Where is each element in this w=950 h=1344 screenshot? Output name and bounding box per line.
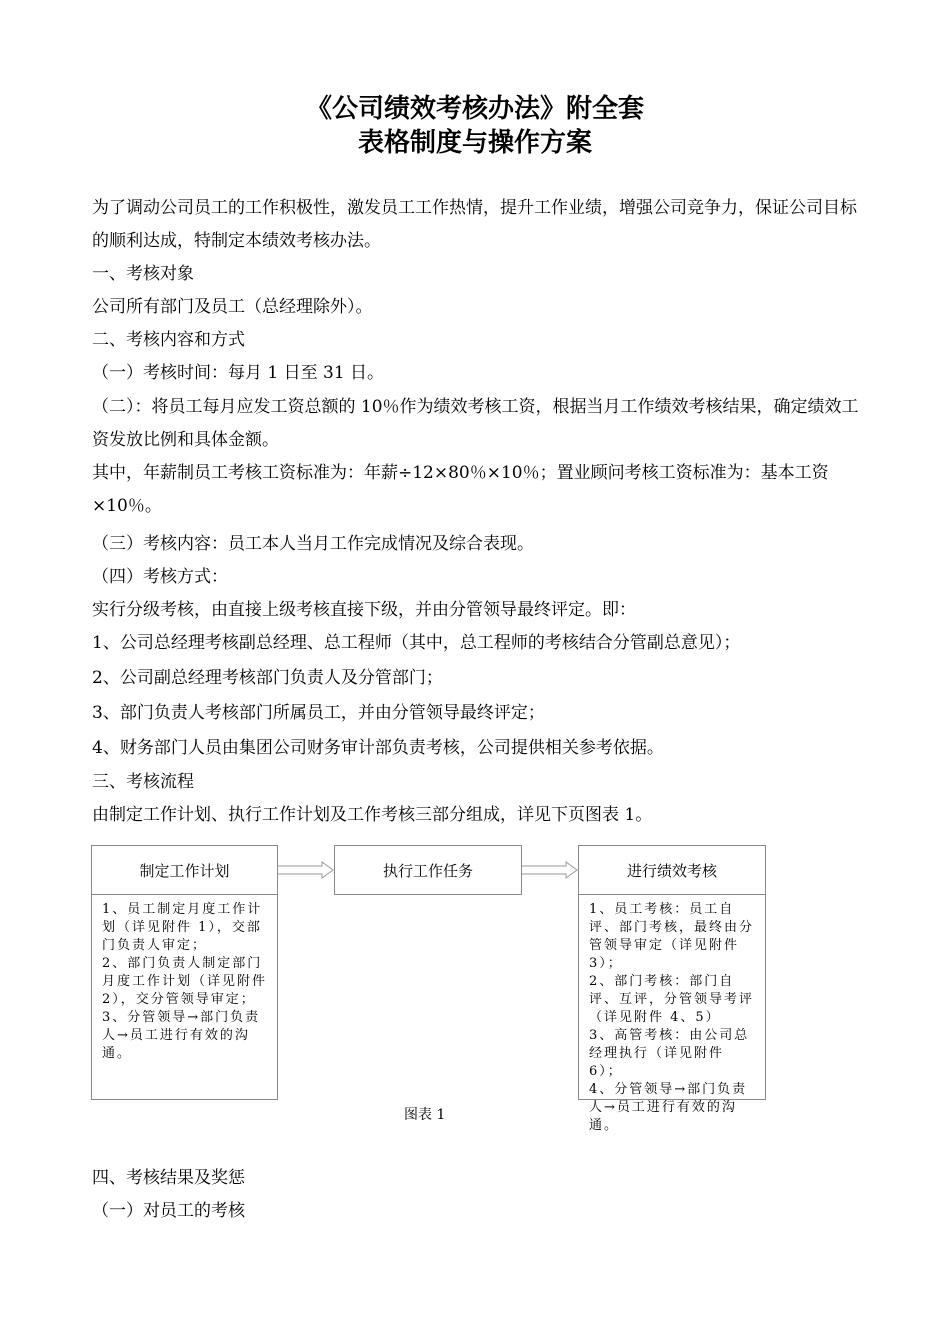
flow-box-evaluate-title: 进行绩效考核: [579, 846, 765, 895]
document-title-line2: 表格制度与操作方案: [357, 128, 592, 158]
flow-box-evaluate-body: [579, 895, 765, 1141]
flow-arrow-right-icon: [278, 861, 334, 879]
section2-heading: 二、考核内容和方式: [92, 330, 245, 350]
section4-heading: 四、考核结果及奖惩: [92, 1168, 245, 1188]
flow-box-plan-body: [92, 895, 277, 1069]
flow-arrow-right-icon: [522, 861, 578, 879]
document-title-line1: 《公司绩效考核办法》附全套: [305, 94, 644, 124]
flow-evaluate-item: 3、高管考核：由公司总经理执行（详见附件 6）；: [589, 1028, 750, 1079]
flow-evaluate-item: 4、分管领导→部门负责人→员工进行有效的沟通。: [589, 1082, 748, 1133]
section2-item4-text: 实行分级考核，由直接上级考核直接下级，并由分管领导最终评定。即：: [92, 600, 636, 620]
flow-evaluate-item: 1、员工考核：员工自评、部门考核，最终由分管领导审定（详见附件 3）；: [589, 902, 755, 971]
intro-paragraph: 为了调动公司员工的工作积极性，激发员工工作热情，提升工作业绩，增强公司竞争力，保证公司目标的顺利达成，特制定本绩效考核办法。: [92, 198, 857, 251]
flow-evaluate-item: 2、部门考核：部门自评、互评，分管领导考评（详见附件 4、5）: [589, 974, 755, 1025]
flow-box-plan: [91, 845, 278, 1100]
section2-item4: （四）考核方式：: [92, 567, 228, 587]
flow-box-plan-title: 制定工作计划: [92, 846, 277, 895]
figure-caption: 图表 1: [404, 1107, 446, 1123]
section4-item1: （一）对员工的考核: [92, 1201, 245, 1221]
section2-item3: （三）考核内容：员工本人当月工作完成情况及综合表现。: [92, 534, 534, 554]
list-item: 1、公司总经理考核副总经理、总工程师（其中，总工程师的考核结合分管副总意见）；: [92, 633, 741, 653]
list-item: 3、部门负责人考核部门所属员工，并由分管领导最终评定；: [92, 703, 545, 723]
flow-plan-item: 3、分管领导→部门负责人→员工进行有效的沟通。: [102, 1010, 261, 1061]
flow-box-evaluate: [578, 845, 766, 1133]
flow-plan-item: 1、员工制定月度工作计划（详见附件 1），交部门负责人审定；: [102, 902, 263, 953]
flow-box-execute: 执行工作任务: [334, 845, 522, 895]
section3-text: 由制定工作计划、执行工作计划及工作考核三部分组成，详见下页图表 1。: [92, 805, 653, 825]
section2-item2: （二）：将员工每月应发工资总额的 10％作为绩效考核工资，根据当月工作绩效考核结果，确定绩效工资发放比例和具体金额。: [92, 397, 859, 450]
section2-item2-note: 其中，年薪制员工考核工资标准为：年薪÷12×80％×10％；置业顾问考核工资标准为：基本工资×10％。: [92, 463, 829, 516]
section1-heading: 一、考核对象: [92, 264, 194, 284]
section1-text: 公司所有部门及员工（总经理除外）。: [92, 297, 373, 317]
list-item: 2、公司副总经理考核部门负责人及分管部门；: [92, 668, 443, 688]
section2-item1: （一）考核时间：每月 1 日至 31 日。: [92, 363, 385, 383]
list-item: 4、财务部门人员由集团公司财务审计部负责考核，公司提供相关参考依据。: [92, 738, 664, 758]
section3-heading: 三、考核流程: [92, 772, 194, 792]
flow-plan-item: 2、部门负责人制定部门月度工作计划（详见附件 2），交分管领导审定；: [102, 956, 268, 1007]
